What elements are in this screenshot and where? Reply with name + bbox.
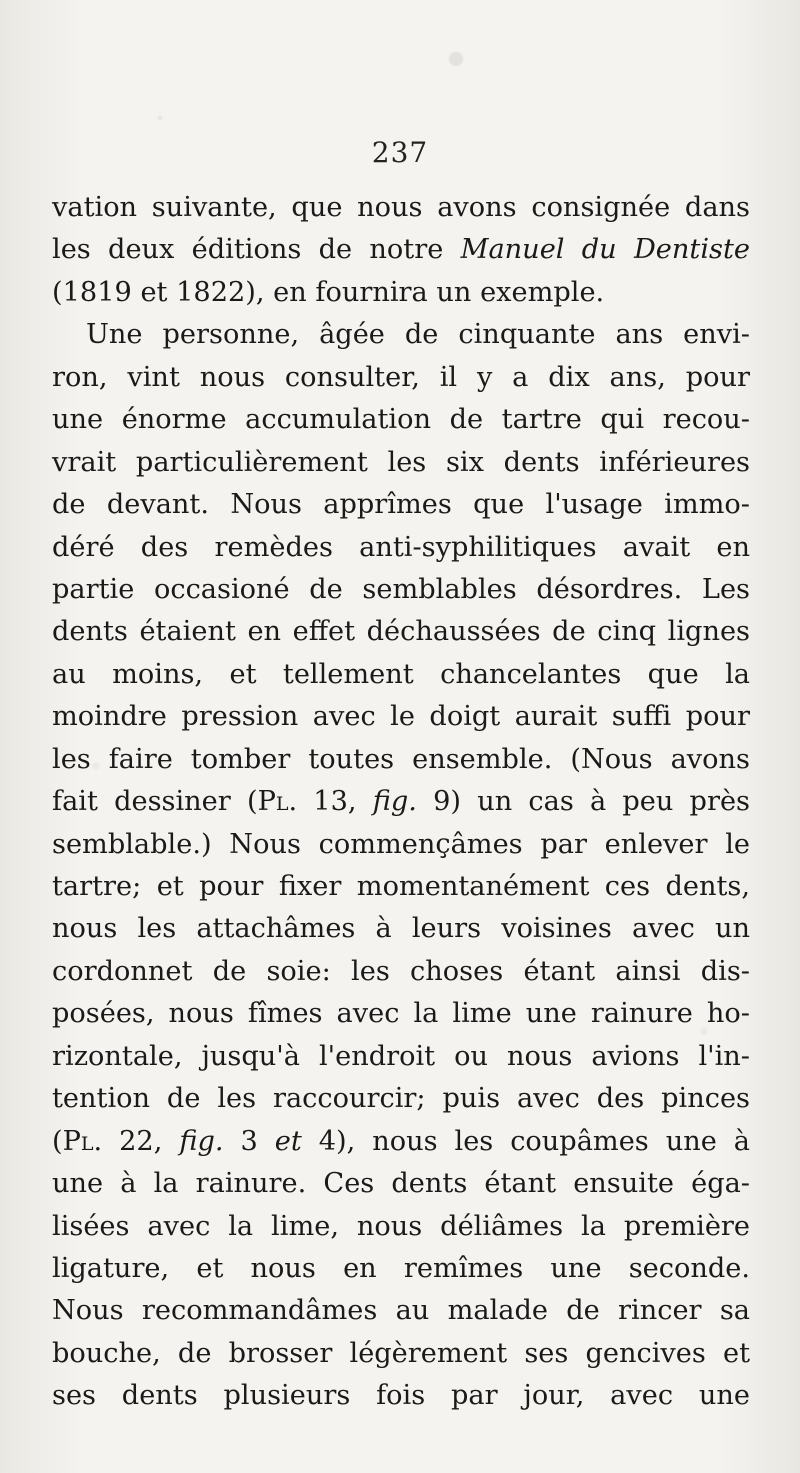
text-segment: posées, nous fîmes avec la lime une rainure ho-: [52, 998, 750, 1030]
text-line: [52, 611, 750, 653]
text-line: [52, 1121, 750, 1163]
text-segment: bouche, de brosser légèrement ses gencives et: [52, 1337, 750, 1369]
text-line: [52, 1206, 750, 1248]
small-caps-text: Pl.: [257, 786, 298, 818]
text-segment: Une personne, âgée de cinquante ans envi-: [86, 319, 750, 351]
text-line: [52, 314, 750, 356]
text-segment: une énorme accumulation de tartre qui recou-: [52, 404, 750, 436]
text-segment: ses dents plusieurs fois par jour, avec une: [52, 1380, 750, 1412]
text-segment: semblable.) Nous commençâmes par enlever le: [52, 828, 750, 860]
text-segment: ligature, et nous en remîmes une seconde.: [52, 1252, 750, 1284]
text-line: [52, 993, 750, 1035]
text-line: [52, 951, 750, 993]
text-line: [52, 357, 750, 399]
text-line: [52, 824, 750, 866]
text-line: [52, 696, 750, 738]
text-line: [52, 1290, 750, 1332]
text-line: [52, 229, 750, 271]
text-segment: au moins, et tellement chancelantes que la: [52, 658, 750, 690]
italic-text: fig.: [179, 1125, 224, 1157]
text-segment: 4), nous les coupâmes une à: [301, 1125, 750, 1157]
text-line: [52, 569, 750, 611]
text-segment: (1819 et 1822), en fournira un exemple.: [52, 276, 605, 308]
text-line: [52, 399, 750, 441]
text-line: [52, 484, 750, 526]
text-segment: Nous recommandâmes au malade de rincer sa: [52, 1295, 750, 1327]
text-segment: déré des remèdes anti-syphilitiques avait en: [52, 531, 750, 563]
text-segment: tention de les raccourcir; puis avec des pinces: [52, 1083, 750, 1115]
text-segment: dents étaient en effet déchaussées de cinq lignes: [52, 616, 750, 648]
small-caps-text: Pl.: [62, 1125, 103, 1157]
text-line: [52, 1333, 750, 1375]
text-segment: les deux éditions de notre: [52, 234, 461, 266]
text-segment: lisées avec la lime, nous déliâmes la première: [52, 1210, 750, 1242]
text-segment: de devant. Nous apprîmes que l'usage immo-: [52, 489, 750, 521]
text-segment: vrait particulièrement les six dents inférieures: [52, 446, 750, 478]
body-text: [52, 187, 750, 1418]
text-segment: 9) un cas à peu près: [416, 786, 750, 818]
text-line: [52, 1078, 750, 1120]
text-line: [52, 1248, 750, 1290]
text-segment: ron, vint nous consulter, il y a dix ans, pour: [52, 361, 750, 393]
text-line: [52, 272, 750, 314]
text-line: [52, 739, 750, 781]
text-segment: nous les attachâmes à leurs voisines avec un: [52, 913, 750, 945]
text-line: [52, 654, 750, 696]
text-line: [52, 1036, 750, 1078]
text-segment: vation suivante, que nous avons consignée dans: [52, 192, 750, 223]
italic-text: Manuel du Dentiste: [460, 234, 750, 266]
text-line: [52, 187, 750, 229]
text-line: [52, 866, 750, 908]
text-segment: 3: [223, 1125, 275, 1157]
italic-text: fig.: [372, 786, 417, 818]
text-line: [52, 1375, 750, 1417]
text-segment: partie occasioné de semblables désordres. Les: [52, 573, 750, 605]
text-segment: 13,: [297, 786, 373, 818]
text-segment: les faire tomber toutes ensemble. (Nous avons: [52, 743, 750, 775]
text-segment: cordonnet de soie: les choses étant ainsi dis-: [52, 955, 750, 987]
text-segment: 22,: [102, 1125, 180, 1157]
text-line: [52, 527, 750, 569]
text-segment: tartre; et pour fixer momentanément ces dents,: [52, 871, 750, 902]
text-segment: (: [52, 1125, 63, 1157]
text-line: [52, 781, 750, 823]
text-segment: moindre pression avec le doigt aurait suffi pour: [52, 701, 750, 733]
text-line: [52, 442, 750, 484]
text-segment: rizontale, jusqu'à l'endroit ou nous avions l'in-: [52, 1040, 750, 1072]
text-segment: fait dessiner (: [52, 786, 258, 818]
text-line: [52, 908, 750, 950]
text-line: [52, 1163, 750, 1205]
text-segment: une à la rainure. Ces dents étant ensuite éga-: [52, 1168, 750, 1200]
italic-text: et: [274, 1125, 302, 1157]
page-number: 237: [371, 136, 429, 169]
